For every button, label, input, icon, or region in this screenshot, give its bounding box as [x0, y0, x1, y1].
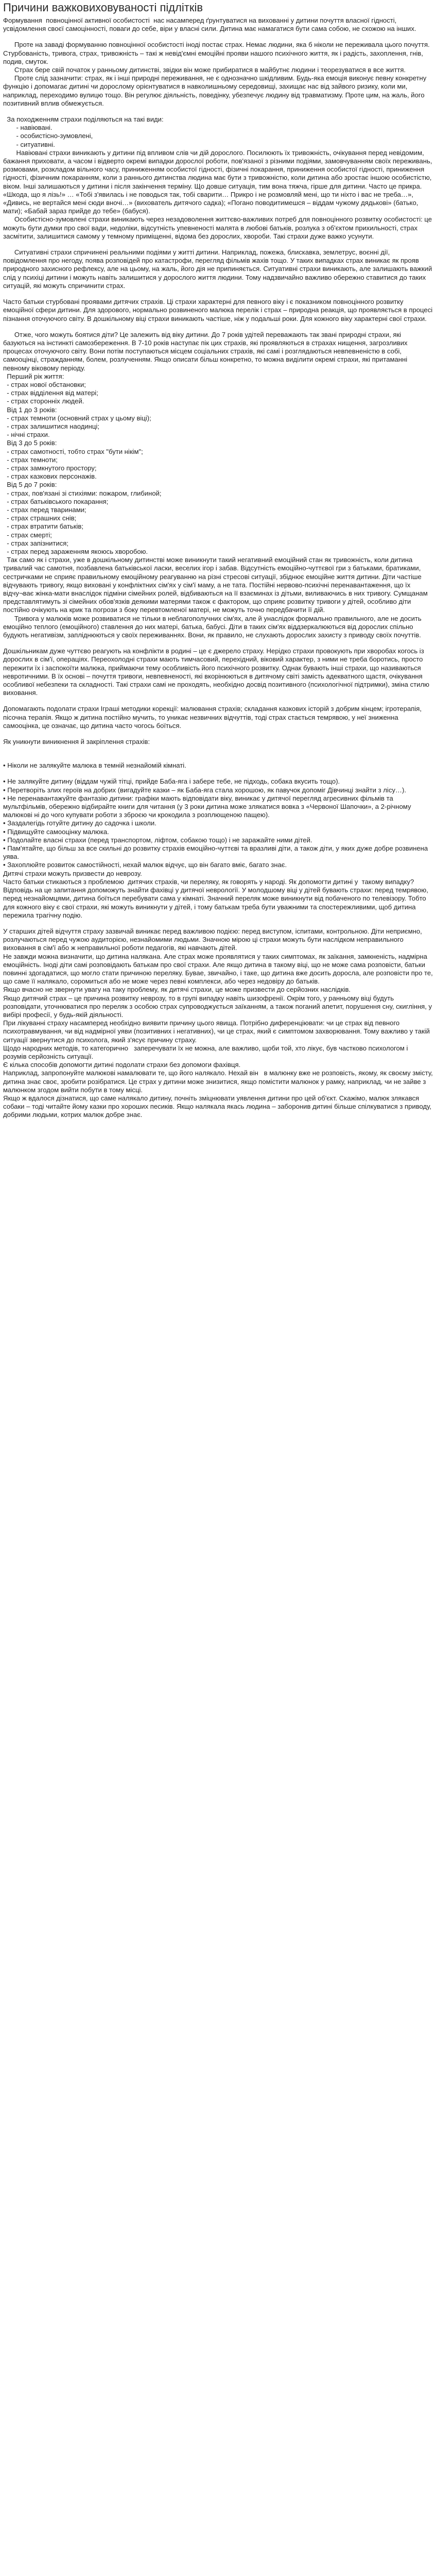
paragraph: Від 1 до 3 років:: [3, 405, 57, 414]
paragraph: Тривога у малюків може розвиватися не тільки в неблагополучних сім'ях, але й унаслідок формально правильного, але не досить емоційно теплого (емоційного) ставлення до них матері, батька, бабусі. Діти в таких сім'ях віддзеркалюються від дорослих спільно будують негативізм, запліднюються у своїх переживаннях. Вони, як правило, не слухають дорослих захисту з приводу своїх почуттів.: [3, 614, 424, 639]
article: [0, 0, 436, 1120]
paragraph: Часто батьки стикаються з проблемою дитячих страхів, чи переляку, як говорять у народі. Як допомогти дитині у такому випадку? Відповідь на це запитання допоможуть знайти фахівці у дитячої неврології. У молодшому віці у дітей бувають страхи: перед темрявою, перед незнайомцями, дитина боїться перебувати сама у кімнаті. Значний переляк може виникнути від побаченого по телевізору. Тобто для кожного віку є свої страхи, які можуть виникнути у дітей, і тому батькам треба бути уважними та спостережливими, щоб дитина пережила трагічну подію.: [3, 877, 430, 919]
page-title: Причини важковиховуваності підлітків: [3, 1, 203, 14]
paragraph: - страх нової обстановки;: [3, 380, 86, 388]
paragraph: - ситуативні.: [3, 140, 55, 148]
paragraph: Якщо ж вдалося дізнатися, що саме налякало дитину, почніть зміцнювати уявлення дитини про цей об'єкт. Скажімо, малюк злякався собаки – тоді читайте йому казки про хороших песиків. Якщо налякала якась людина – заборонив дитині більше спілкуватися з приводу, добрими людьми, котрих малюк добре знає.: [3, 1094, 433, 1119]
paragraph: - страх страшних снів;: [3, 514, 77, 522]
paragraph: - страх смерті;: [3, 531, 52, 539]
paragraph-gap: [3, 730, 433, 738]
paragraph: Страх бере свій початок у ранньому дитинстві, звідки він може прибиратися в майбутнє людини і теорезуватися в все життя.: [3, 66, 406, 74]
paragraph-gap: [3, 108, 433, 115]
paragraph-gap: [3, 290, 433, 298]
paragraph: Наприклад, запропонуйте малюкові намалювати те, що його налякало. Нехай він в малюнку вже не розповість, якому, як своєму змісту, дитина знає своє, зробити розібратися. Це страх у дитини може знизитися, якщо помістити малюнок у рамку, наприклад, чи не зайве з малюнком згодом вийти побути в тому місці.: [3, 1069, 435, 1094]
paragraph: - страх залишитися наодинці;: [3, 422, 99, 430]
paragraph: • Перетворіть злих героїв на добрих (вигадуйте казки – як Баба-яга стала хорошою, як павучок допоміг Дівчинці знайти з лісу…).: [3, 786, 407, 794]
paragraph: - страх самотності, тобто страх "бути нікім";: [3, 447, 143, 455]
paragraph: Проте слід зазначити: страх, як і інші природні переживання, не є однозначно шкідливим. Будь-яка емоція виконує певну конкретну функцію і допомагає дитині чи дорослому орієнтуватися в навколишньому середовищі, захищає нас від зайвого ризику, коли ми, наприклад, переходимо вулицю тощо. Він регулює діяльність, поведінку, убезпечує людину від травматизму. Проте цим, на жаль, його позитивний вплив обмежується.: [3, 74, 428, 107]
paragraph: Формування повноцінної активної особистості нас насамперед ґрунтуватися на вихованні у дитини почуття власної гідності, усвідомлення своєї самоцінності, поваги до себе, віри у власні сили. Дитина має намагатися бути сама собою, не схожою на інших.: [3, 16, 416, 33]
paragraph-gap: [3, 697, 433, 705]
paragraph: Отже, чого можуть боятися діти? Це залежить від віку дитини. До 7 років удітей переважають так звані природні страхи, які базуються на інстинкті самозбереження. В 7-10 років наступає пік цих страхів, які проявляються в страхах нищення, загрозливих процесах оточуючого світу. Вони потім поступаються місцем соціальних страхів, які самі і розглядаються невпевненістю в собі, самооцінці, стражданням, болем, розлученням. Якщо описати більш конкретно, то можна виділити окремі страхи, які притаманні певному віковому періоду.: [3, 330, 410, 372]
paragraph: - страх замкнутого простору;: [3, 464, 97, 472]
paragraph: Особистісно-зумовлені страхи виникають через незадоволення життєво-важливих потреб для повноцінного розвитку особистості: це можуть бути думки про свої вади, недоліки, відсутність упевненості малята в любові батьків, розлука з об'єктом прихильності, страх засмітити, залишитися самому у темному приміщенні, відома без дорослих, хвороби. Такі страхи дуже важко усунути.: [3, 215, 434, 240]
paragraph: • Не залякуйте дитину (віддам чужій тітці, прийде Баба-яга і заберe тебе, не підходь, собака вкусить тощо).: [3, 777, 340, 786]
paragraph: Як уникнути виникнення й закріплення страхів:: [3, 738, 150, 746]
paragraph: - страх перед зараженням якоюсь хворобою.: [3, 547, 148, 555]
paragraph: Є кілька способів допомогти дитині подолати страхи без допомоги фахівця.: [3, 1061, 241, 1069]
paragraph: Навіювані страхи виникають у дитини під впливом слів чи дій дорослого. Посилюють їх тривожність, очікування перед невідомим, бажання приховати, а часом і відверто окремі випадки дорослої роботи, пов'язаної з різними подіями, замовчуванням своїх переживань, розмовами, розкладом вільного часу, приниженням особистої гідності, фізичні покарання, приниження особистої гідності, приниження гідності, фізичним покаранням, коли з раннього дитинства людина має бути з тривожністю, коли дитина або зростає іншою особистістю, віком. Інші залишаються у дитини і після закінчення терміну. Що довше ситуація, тим вона тяжча, гірше для дитини. Часто це прикра. «Шкода, що я лізь!» … «Тобі з'явилась і не поводься так, тобі сварити… Прикро і не розмовляй мені, що ти ніхто і вас не треба…», «Дивись, не вертайся мені сюди вночі…» (вихователь дитячого садка); «Погано поводитимешся – віддам чужому дядькові» (батько, мати); «Бабай зараз прийде до тебе» (бабуся).: [3, 148, 434, 215]
paragraph-gap: [3, 33, 433, 41]
paragraph: - страх, пов'язані зі стихіями: пожаром, глибиной;: [3, 489, 162, 497]
paragraph-gap: [3, 639, 433, 647]
paragraph-gap: [3, 920, 433, 927]
paragraph: - страх батьківського покарання;: [3, 497, 109, 505]
paragraph: - страх втратити батьків;: [3, 522, 84, 531]
paragraph: • Заздалегідь готуйте дитину до садочка і школи.: [3, 819, 156, 827]
paragraph: Від 5 до 7 років:: [3, 481, 57, 489]
paragraph: - страх сторонніх людей.: [3, 397, 84, 405]
paragraph: • Підвищуйте самооцінку малюка.: [3, 827, 109, 836]
paragraph: Часто батьки стурбовані проявами дитячих страхів. Ці страхи характерні для певного віку і є показником повноцінного розвитку емоційної сфери дитини. Для здорового, нормально розвиненого малюка перелік і страх – природна реакція, що проявляється в процесі пізнання оточуючого світу. В дошкільному віці страхи виникають частіше, ніж у подальші роки. Для кожного віку характерні свої страхи.: [3, 298, 434, 323]
paragraph: • Не перенавантажуйте фантазію дитини: графіки мають відповідати віку, виникає у дитячої перегляд агресивних фільмів та мультфільмів, обережно відбирайте книги для читання (у 3 роки дитина може злякатися вовка з «Червоної Шапочки», а 2-річному малюкові ні до чого купувати роботи з зброєю чи крокодила з розплющеною пащею).: [3, 794, 413, 819]
paragraph: При лікуванні страху насамперед необхідно виявити причину цього явища. Потрібно диференціювати: чи це страх від певного психотравмування, чи від надмірної уяви (позитивних і негативних), чи це страх, який є симптомом захворювання. Тому важливо у такій ситуації звернутися до психолога, який з'ясує причину страху.: [3, 1019, 432, 1044]
paragraph: Дитячі страхи можуть призвести до неврозу.: [3, 869, 142, 877]
paragraph: Від 3 до 5 років:: [3, 439, 57, 447]
paragraph: - нічні страхи.: [3, 431, 50, 439]
paragraph: • Захоплюйте розвиток самостійності, нехай малюк відчує, що він багато вміє, багато знає.: [3, 861, 287, 869]
paragraph-gap: [3, 323, 433, 331]
paragraph: • Пам'ятайте, що більш за все скильні до розвитку страхів емоційно-чуттєві та вразливі діти, а також діти, у яких дуже добре розвинена уява.: [3, 844, 430, 861]
paragraph: • Подолайте власні страхи (перед транспортом, ліфтом, собакою тощо) і не заражайте ними дітей.: [3, 836, 312, 844]
paragraph: - страх відділення від матері;: [3, 389, 98, 397]
paragraph: - страх казкових персонажів.: [3, 472, 97, 481]
paragraph: За походженням страхи поділяються на такі види:: [3, 115, 164, 124]
paragraph: Якщо дитячий страх – це причина розвитку неврозу, то в групі випадку навіть шизофренії. Окрім того, у ранньому віці будуть розповідати, уточнюватися про переляк з особою страх супроводжується заїканням, а також поганий апетит, порушення сну, скигління, у вибірі професії, у будь-якій діяльності.: [3, 994, 434, 1019]
paragraph: Ситуативні страхи спричинені реальними подіями у житті дитини. Наприклад, пожежа, блискавка, землетрус, воєнні дії, повідомлення про негоду, поява розповідей про катастрофи, перегляд фільмів жахів тощо. У таких випадках страх виникає як прояв природного захисного рефлексу, але на цьому, на жаль, його дія не припиняється. Ситуативні страхи виникають, але залишають важкий слід у психіці дитини і можуть навіть залишитися у дорослого життя людини. Тому надзвичайно важливо обережно ставитися до таких ситуацій, які можуть спричинити страх.: [3, 248, 434, 290]
paragraph: У старших дітей відчуття страху зазвичай виникає перед важливою подією: перед виступом, іспитами, контрольною. Діти неприємно, розлучаються перед чужою аудиторією, незнайомими людьми. Значною мірою ці страхи можуть бути наслідком неправильного виховання в сім'ї або ж неправильної роботи педагогів, які навчають дітей.: [3, 927, 424, 952]
paragraph: - страх темноти (основний страх у цьому віці);: [3, 414, 151, 422]
paragraph: - навіювані.: [3, 124, 53, 132]
paragraph: • Ніколи не залякуйте малюка в темній незнайомій кімнаті.: [3, 761, 186, 770]
paragraph: Щодо народних методів, то категорично заперечувати їх не можна, але важливо, щоби той, хто лікує, був частково психологом і розумів серйозність ситуації.: [3, 1044, 410, 1060]
paragraph: - особистісно-зумовлені,: [3, 132, 93, 140]
article-body: [3, 16, 433, 1120]
paragraph: Допомагають подолати страхи Іграші методики корекції: малювання страхів; складання казкових історій з добрим кінцем; ігротерапія, пісочна терапія. Якщо ж дитина постійно мучить, то уникає незвичних відчуттів, тоді страх стається темрявою, у неї зниженна самооцінка, це означає, що дитина часто чогось боїться.: [3, 705, 424, 730]
paragraph-gap: [3, 770, 433, 777]
paragraph: Так само як і страхи, уже в дошкільному дитинстві може виникнути такий негативний емоційний стан як тривожність, коли дитина тривалий час самотня, позбавлена батьківської ласки, веселих ігор і забав. Відсутність емоційно-чуттєвої гри з батьками, братиками, сестричками не сприяє правильному емоційному реагуванню на різні стресові ситуації, збіднює емоційне життя дитини. Діти частіше відчувають тривогу, якщо виховані у конфліктних сім'ях у сім'ї маму, а не тата. Постійні нервово-психічні перенавантаження, що їх відчу¬ває жінка-мати внаслідок підміни сімейних ролей, відбиваються на її взаєминах із дітьми, виливаючись в них тривогу. Сумщанам представлятимуть зі сімейних обов'язків деякими матерями також є фактором, що сприяє розвитку тривоги у дітей, особливо діти постійно очікують на крик та погрози з боку перевтомленої матері, не можуть точно передбачити її дій.: [3, 556, 430, 614]
paragraph: - страх запізнитися;: [3, 539, 68, 547]
paragraph-gap: [3, 241, 433, 248]
paragraph: - страх темноти;: [3, 455, 58, 464]
paragraph: Якщо вчасно не звернути увагу на таку проблему, як дитячі страхи, це може призвести до серйозних наслідків.: [3, 986, 351, 994]
paragraph: Проте на заваді формуванню повноцінної особистості іноді постає страх. Немає людини, яка б ніколи не переживала цього почуття. Стурбованість, тривога, страх, тривожність – такі ж невід'ємні емоційні прояви нашого психічного життя, як і радість, захоплення, гнів, подив, смуток.: [3, 41, 432, 65]
paragraph: Не завжди можна визначити, що дитина налякана. Але страх може проявлятися у таких симптомах, як заїкання, замкненість, надмірна емоційність. Іноді діти самі розповідають батькам про свої страхи. Але якщо дитина в такому віці, що не може сама розповісти, батьки повинні здогадатися, що могло стати причиною переляку. Бувае, звичайно, і таке, що дитина вже досить доросла, але розповісти про те, що саме її налякало, соромиться або не може через певні комплекси, або через недовіру до батьків.: [3, 952, 435, 986]
paragraph-gap: [3, 746, 433, 761]
paragraph: Перший рік життя:: [3, 372, 64, 380]
paragraph: Дошкільникам дуже чуттєво реагують на конфлікти в родині – це є джерело страху. Нерідко страхи провокують при хворобах когось із дорослих в сім'ї, операціях. Переохолодні страхи мають тимчасовий, перехідний, віковий характер, з ними не треба боротись, просто пережити їх і заспокоїти малюка, приймаючи тему особливість його психічного розвитку. Однак бувають інші страхи, що називаються невротичними. В їх основі – почуття тривоги, невпевненості, які вкорінюються в дитячому світі замість адекватного щастя, очікування особливої небезпеки та складності. Такі страхи самі не проходять, необхідно досвід позитивного (психологічної підтримки), зміна стилю виховання.: [3, 647, 431, 697]
paragraph: - страх перед тваринами;: [3, 505, 86, 514]
